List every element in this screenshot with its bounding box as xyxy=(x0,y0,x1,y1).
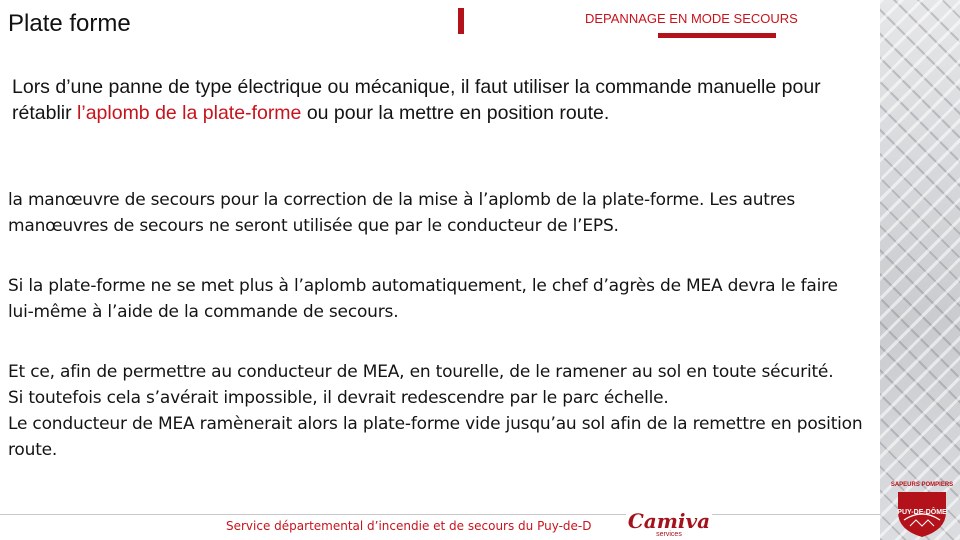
title-accent-mark xyxy=(458,8,464,34)
intro-text-start: Lors d’une panne de type électrique ou mécanique, il faut utiliser la commande manuelle pour rétablir xyxy=(12,76,821,124)
paragraph-2: Si la plate-forme ne se met plus à l’aplomb automatiquement, le chef d’agrès de MEA devra le faire lui-même à l’aide de la commande de secours. xyxy=(8,276,838,322)
camiva-logo xyxy=(626,510,712,538)
paragraph-3 xyxy=(8,359,868,463)
camiva-logo-sub: services xyxy=(656,531,682,538)
paragraph-3-line: Le conducteur de MEA ramènerait alors la plate-forme vide jusqu’au sol afin de la remettre en position route. xyxy=(8,414,863,460)
header-caption: DEPANNAGE EN MODE SECOURS xyxy=(585,11,798,26)
footer-text: Service départemental d’incendie et de secours du Puy-de-D xyxy=(226,519,592,533)
sdis-logo xyxy=(886,482,958,538)
footer-divider xyxy=(0,514,880,515)
decorative-metal-strip xyxy=(880,0,960,540)
intro-text-end: ou pour la mettre en position route. xyxy=(301,102,610,124)
header-underline-bar xyxy=(658,33,776,38)
paragraph-3-line: Si toutefois cela s’avérait impossible, il devrait redescendre par le parc échelle. xyxy=(8,388,669,408)
camiva-logo-word: Camiva xyxy=(627,509,711,533)
paragraph-1: la manœuvre de secours pour la correction de la mise à l’aplomb de la plate-forme. Les autres manœuvres de secours ne seront utilisée que par le conducteur de l’EPS. xyxy=(8,190,796,236)
intro-paragraph xyxy=(12,74,872,126)
intro-highlight: l’aplomb de la plate-forme xyxy=(77,102,302,124)
slide-title: Plate forme xyxy=(8,10,131,37)
paragraph-3-line: Et ce, afin de permettre au conducteur de MEA, en tourelle, de le ramener au sol en toute sécurité. xyxy=(8,362,834,382)
sdis-logo-bottom-text: PUY-DE-DÔME xyxy=(897,509,947,516)
sdis-logo-top-text: SAPEURS POMPIERS xyxy=(890,482,954,488)
